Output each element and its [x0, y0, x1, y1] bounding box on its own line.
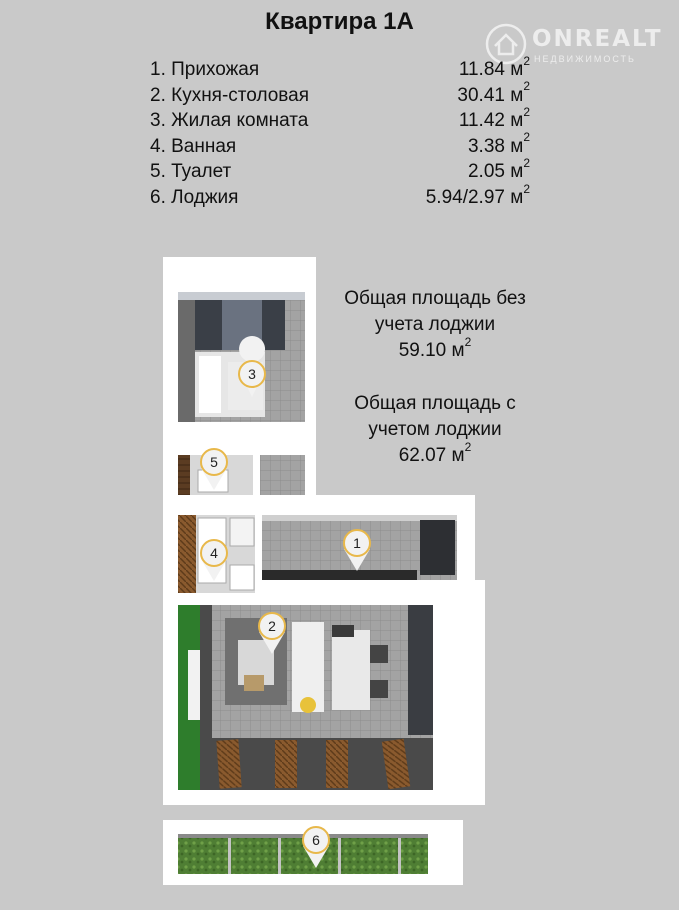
marker-label: 2 — [268, 618, 276, 634]
total-with-loggia — [300, 391, 570, 469]
room-kitchen-dining — [178, 605, 433, 790]
room-name: 1. Прихожая — [150, 59, 260, 80]
total-without-loggia — [300, 286, 570, 364]
total-without-line2: учета лоджии — [374, 314, 496, 335]
room-name: 3. Жилая комната — [150, 110, 309, 132]
room-area: 11.42 $м^2$ — [458, 104, 530, 132]
total-with-line2: учетом лоджии — [368, 419, 502, 440]
marker-label: 1 — [353, 535, 361, 551]
room-area: 11.84 $м^2$ — [458, 53, 530, 80]
room-toilet — [178, 455, 305, 495]
total-without-value: 59.10 $м^2$ — [398, 334, 472, 361]
room-name: 6. Лоджия — [150, 186, 239, 208]
marker-label: 3 — [248, 366, 256, 382]
watermark-tagline: НЕДВИЖИМОСТЬ — [534, 54, 636, 64]
total-with-value: 62.07 $м^2$ — [398, 439, 472, 466]
total-with-line1: Общая площадь с — [354, 393, 516, 414]
marker-label: 5 — [210, 454, 218, 470]
room-area: 3.38 $м^2$ — [467, 130, 530, 157]
room-name: 5. Туалет — [150, 161, 232, 183]
room-living — [178, 292, 305, 422]
marker-label: 6 — [312, 832, 320, 848]
room-area: 2.05 $м^2$ — [467, 156, 530, 183]
marker-label: 4 — [210, 545, 218, 561]
room-name: 2. Кухня-столовая — [150, 84, 310, 106]
room-area: 5.94/2.97 $м^2$ — [425, 181, 530, 208]
room-area: 30.41 $м^2$ — [457, 79, 530, 106]
total-without-line1: Общая площадь без — [344, 288, 526, 309]
page-title: Квартира 1А — [265, 8, 414, 35]
watermark-brand: ONREALT — [532, 26, 663, 52]
room-name: 4. Ванная — [150, 135, 237, 157]
